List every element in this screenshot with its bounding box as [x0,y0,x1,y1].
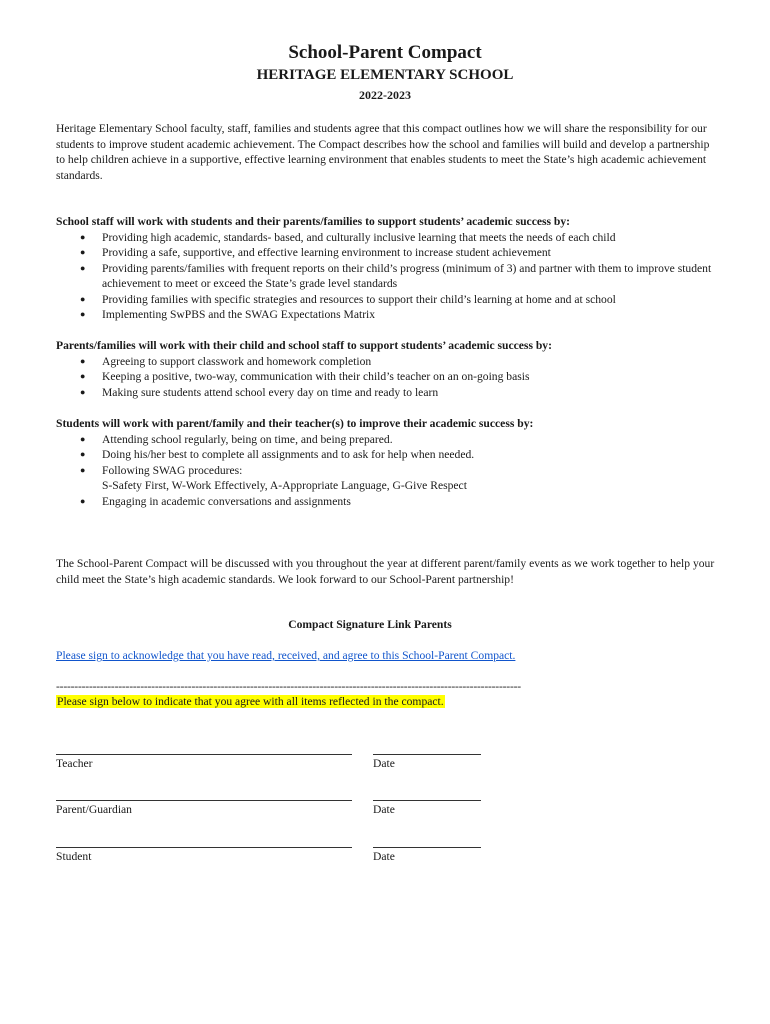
school-staff-heading: School staff will work with students and their parents/families to support students’ academic success by: [56,215,571,228]
list-item: ● Agreeing to support classwork and homework completion [102,354,716,370]
parent-date-label: Date [373,803,395,816]
list-item: ● Making sure students attend school every day on time and ready to learn [102,385,716,401]
list-item: ● Implementing SwPBS and the SWAG Expectations Matrix [102,307,716,323]
students-section [56,416,716,509]
student-signature-line [56,847,352,848]
students-list [56,432,716,510]
student-date-line [373,847,481,848]
teacher-date-label: Date [373,757,395,770]
parents-list [56,354,716,401]
parent-signature-line [56,800,352,801]
sign-compact-link[interactable]: Please sign to acknowledge that you have read, received, and agree to this School-Parent Compact. [56,649,516,662]
list-item: ● Providing a safe, supportive, and effective learning environment to increase student achievement [102,245,716,261]
list-item: ● Providing parents/families with frequent reports on their child’s progress (minimum of 3) and partner with them to improve student achievement to meet or exceed the State’s grade level standards [102,261,716,292]
school-name: HERITAGE ELEMENTARY SCHOOL [256,67,514,83]
intro-paragraph: Heritage Elementary School faculty, staff, families and students agree that this compact outlines how we will share the responsibility for our students to improve student academic achievement. The Compact describes how the school and families will build and develop a partnership to help children achieve in a supportive, effective learning environment that enables students to meet the State’s high academic achievement standards. [56,122,710,182]
student-label: Student [56,850,92,863]
list-item: ● Attending school regularly, being on time, and being prepared. [102,432,716,448]
parents-heading: Parents/families will work with their child and school staff to support students’ academic success by: [56,339,552,352]
list-item: ● Following SWAG procedures: [102,463,716,479]
school-year: 2022-2023 [359,88,411,102]
list-item: ● Doing his/her best to complete all assignments and to ask for help when needed. [102,447,716,463]
teacher-label: Teacher [56,757,93,770]
signature-heading: Compact Signature Link Parents [288,618,452,631]
sign-below-notice: Please sign below to indicate that you agree with all items reflected in the compact. [57,695,444,708]
document-title: School-Parent Compact [288,42,482,63]
student-date-label: Date [373,850,395,863]
students-heading: Students will work with parent/family and their teacher(s) to improve their academic success by: [56,417,534,430]
school-staff-section [56,214,716,323]
list-item-continuation: S-Safety First, W-Work Effectively, A-Appropriate Language, G-Give Respect [102,479,467,492]
parents-section [56,338,716,400]
teacher-signature-line [56,754,352,755]
list-item: ● Engaging in academic conversations and assignments [102,494,716,510]
list-item: ● Keeping a positive, two-way, communication with their child’s teacher on an on-going basis [102,369,716,385]
school-staff-list [56,230,716,323]
closing-paragraph: The School-Parent Compact will be discussed with you throughout the year at different parent/family events as we work together to help your child meet the State’s high academic standards. We look forward to our School-Parent partnership! [56,557,715,586]
list-item: ● Providing families with specific strategies and resources to support their child’s learning at home and at school [102,292,716,308]
parent-date-line [373,800,481,801]
dashed-divider: ------------------------------------------------------------------------------------------------------------------------------- [56,680,521,693]
teacher-date-line [373,754,481,755]
list-item: ● Providing high academic, standards- based, and culturally inclusive learning that meets the needs of each child [102,230,716,246]
parent-label: Parent/Guardian [56,803,132,816]
